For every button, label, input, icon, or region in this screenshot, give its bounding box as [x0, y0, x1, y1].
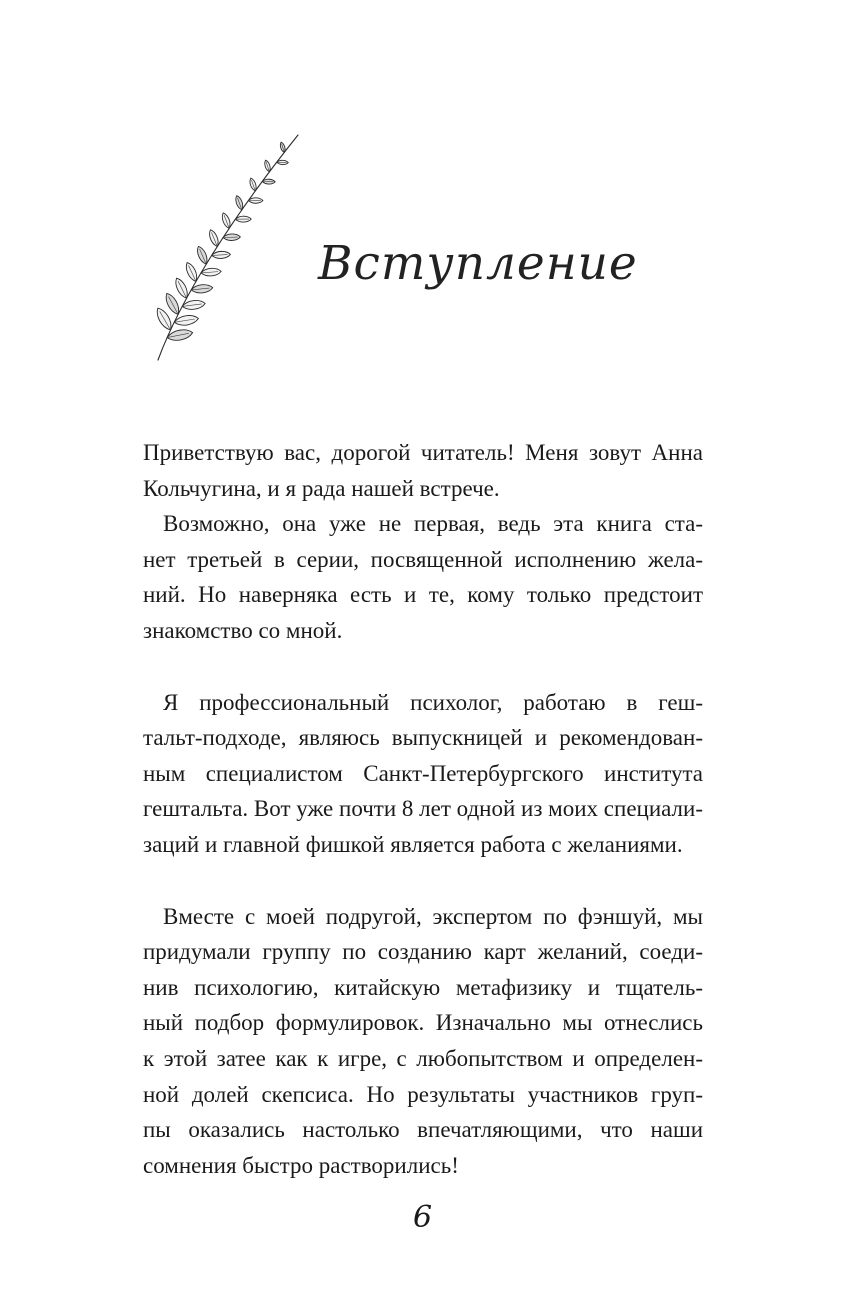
text-line: Приветствую вас, дорогой читатель! Меня зовут Анна [143, 440, 703, 465]
chapter-title: Вступление [318, 236, 638, 291]
page-number: 6 [412, 1200, 433, 1235]
text-line: нет третьей в серии, посвященной исполнению жела- [143, 546, 703, 572]
fern-illustration [140, 130, 310, 365]
paragraph-3 [143, 685, 703, 863]
text-line: заций и главной фишкой является работа с желаниями. [143, 831, 683, 857]
text-line: тальт-подходе, являюсь выпускницей и рекомендован- [143, 725, 703, 751]
chapter-text [143, 435, 703, 1183]
paragraph-gap [143, 649, 703, 685]
text-line: знакомство со мной. [143, 617, 343, 643]
paragraph-4 [143, 899, 703, 1184]
paragraph-2 [143, 506, 703, 648]
paragraph-1 [143, 435, 703, 506]
text-line: к этой затее как к игре, с любопытством и определен- [143, 1045, 703, 1071]
text-line: пы оказались настолько впечатляющими, что наши [143, 1117, 703, 1143]
text-line: гештальта. Вот уже почти 8 лет одной из моих специали- [143, 796, 703, 822]
text-line: ний. Но наверняка есть и те, кому только предстоит [143, 582, 703, 608]
text-line: сомнения быстро растворились! [143, 1152, 459, 1178]
text-line: придумали группу по созданию карт желаний, соеди- [143, 939, 703, 965]
text-line: Я профессиональный психолог, работаю в геш- [163, 689, 703, 715]
text-line: ный подбор формулировок. Изначально мы отнеслись [143, 1010, 703, 1036]
paragraph-gap [143, 863, 703, 899]
text-line: Кольчугина, и я рада нашей встрече. [143, 475, 500, 501]
text-line: ной долей скепсиса. Но результаты участников груп- [143, 1081, 703, 1107]
text-line: нив психологию, китайскую метафизику и тщатель- [143, 974, 703, 1000]
text-line: Вместе с моей подругой, экспертом по фэншуй, мы [163, 903, 703, 929]
text-line: ным специалистом Санкт-Петербургского института [143, 760, 703, 786]
text-line: Возможно, она уже не первая, ведь эта книга ста- [163, 511, 703, 537]
